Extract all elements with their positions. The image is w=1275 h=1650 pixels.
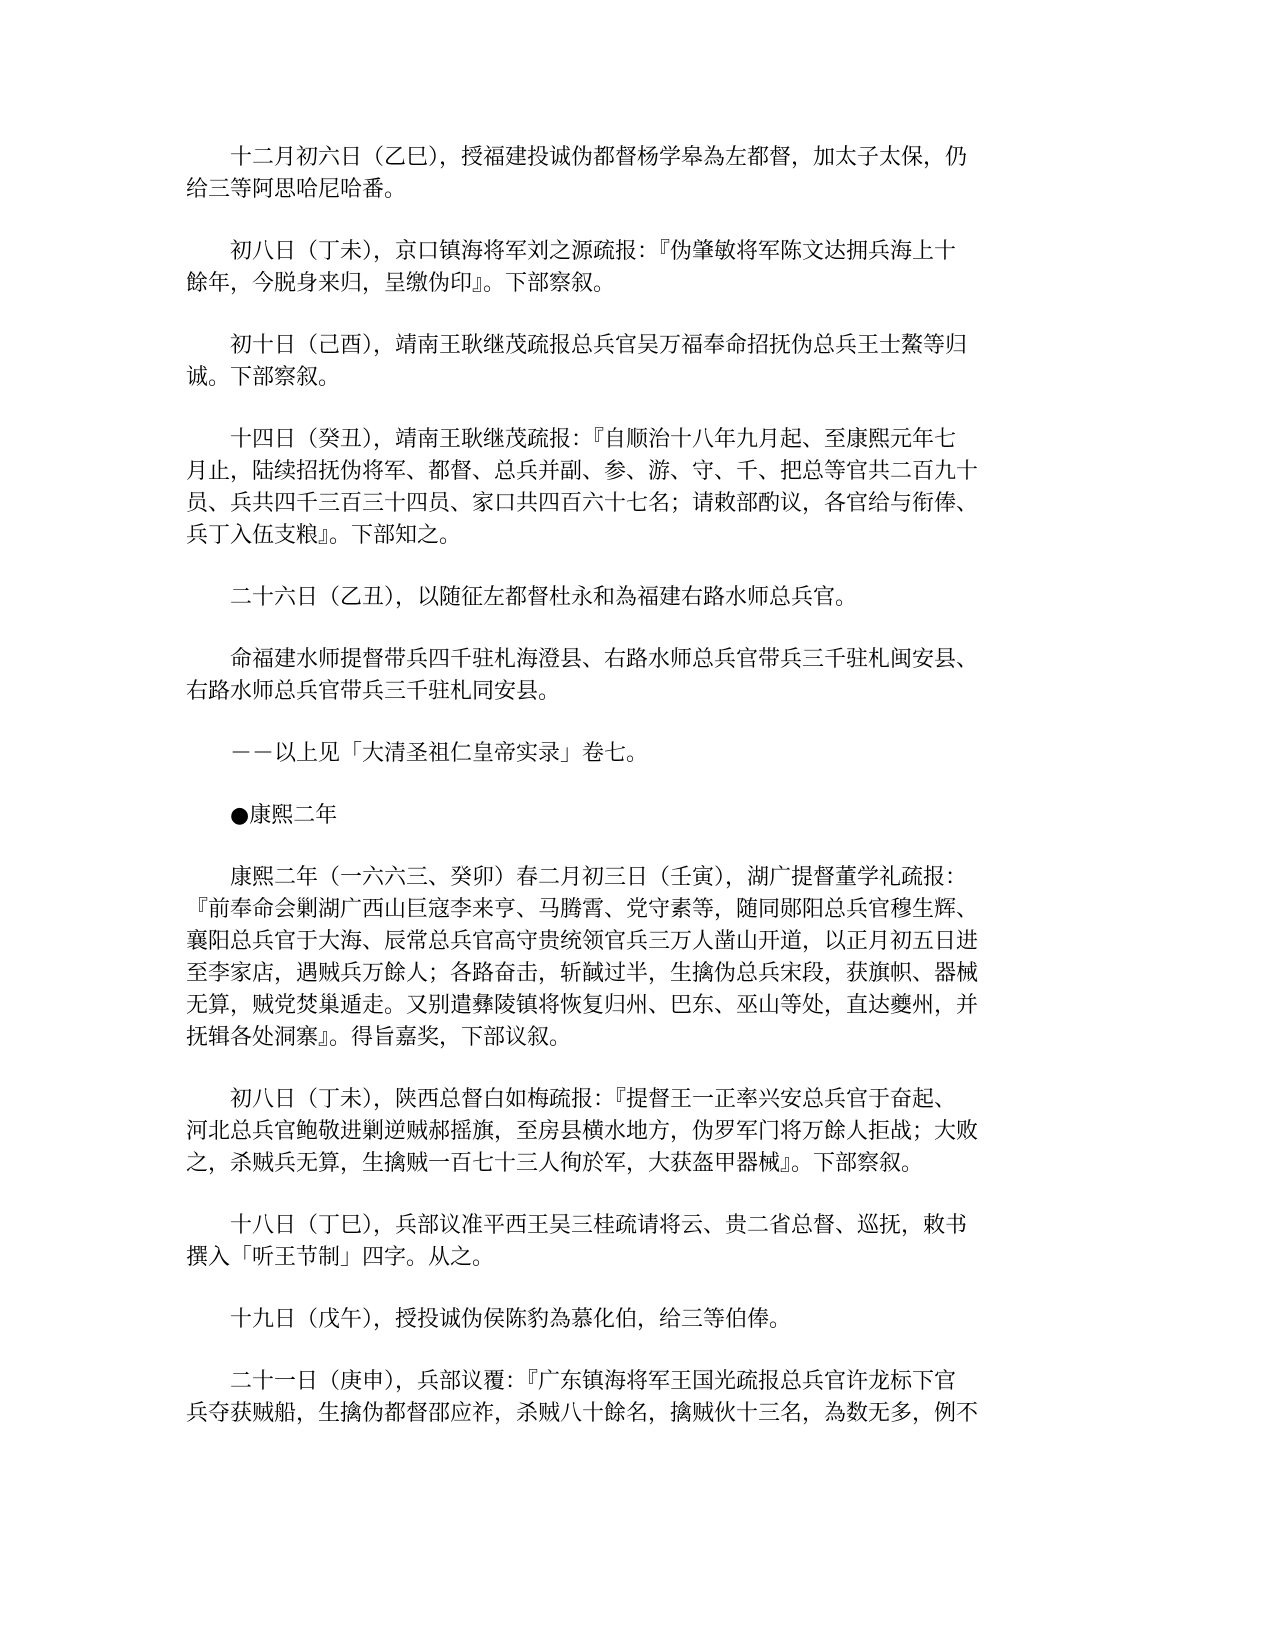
text-line: 月止，陆续招抚伪将军、都督、总兵并副、参、游、守、千、把总等官共二百九十 [186,459,979,484]
text-line: 初十日（己酉），靖南王耿继茂疏报总兵官吴万福奉命招抚伪总兵王士鰲等归 [186,333,968,358]
text-line: 兵夺获贼船，生擒伪都督邵应祚，杀贼八十餘名，擒贼伙十三名，為数无多，例不 [186,1401,979,1426]
text-line: 至李家店，遇贼兵万餘人；各路奋击，斩馘过半，生擒伪总兵宋段，获旗帜、器械 [186,961,979,986]
text-line: 十九日（戊午），授投诚伪侯陈豹為慕化伯，给三等伯俸。 [186,1307,792,1332]
paragraph [186,1366,1086,1430]
section-heading [186,800,1086,832]
paragraph [186,1304,1086,1336]
text-line: ●康熙二年 [186,803,338,828]
text-line: 十四日（癸丑），靖南王耿继茂疏报：『自顺治十八年九月起、至康熙元年七 [186,427,957,452]
text-line: 『前奉命会剿湖广西山巨寇李来亨、马腾霄、党守素等，随同郧阳总兵官穆生辉、 [186,897,979,922]
text-line: 十二月初六日（乙巳），授福建投诚伪都督杨学皋為左都督，加太子太保，仍 [186,145,968,170]
text-line: 无算，贼党焚巢遁走。又别遣彝陵镇将恢复归州、巴东、巫山等处，直达夔州，并 [186,993,979,1018]
text-line: 康熙二年（一六六三、癸卯）春二月初三日（壬寅），湖广提督董学礼疏报： [186,865,968,890]
paragraph [186,330,1086,394]
text-line: －－以上见「大清圣祖仁皇帝实录」卷七。 [186,741,649,766]
text-line: 二十六日（乙丑），以随征左都督杜永和為福建右路水师总兵官。 [186,585,858,610]
text-line: 命福建水师提督带兵四千驻札海澄县、右路水师总兵官带兵三千驻札闽安县、 [186,647,979,672]
text-line: 二十一日（庚申），兵部议覆：『广东镇海将军王国光疏报总兵官许龙标下官 [186,1369,957,1394]
text-line: 初八日（丁未），京口镇海将军刘之源疏报：『伪肇敏将军陈文达拥兵海上十 [186,239,957,264]
text-line: 襄阳总兵官于大海、辰常总兵官高守贵统领官兵三万人凿山开道，以正月初五日进 [186,929,979,954]
paragraph [186,1210,1086,1274]
text-line: 兵丁入伍支粮』。下部知之。 [186,523,462,548]
text-line: 河北总兵官鲍敬进剿逆贼郝摇旗，至房县横水地方，伪罗军门将万餘人拒战；大败 [186,1119,979,1144]
text-line: 初八日（丁未），陕西总督白如梅疏报：『提督王一正率兴安总兵官于奋起、 [186,1087,957,1112]
paragraph [186,738,1086,770]
text-line: 撰入「听王节制」四字。从之。 [186,1245,495,1270]
text-line: 之，杀贼兵无算，生擒贼一百七十三人徇於军，大获盔甲器械』。下部察叙。 [186,1151,924,1176]
text-line: 右路水师总兵官带兵三千驻札同安县。 [186,679,561,704]
paragraph [186,236,1086,300]
paragraph [186,142,1086,206]
paragraph [186,582,1086,614]
text-line: 诚。下部察叙。 [186,365,341,390]
paragraph [186,424,1086,552]
text-line: 餘年，今脱身来归，呈缴伪印』。下部察叙。 [186,271,616,296]
text-line: 员、兵共四千三百三十四员、家口共四百六十七名；请敕部酌议，各官给与衔俸、 [186,491,979,516]
text-line: 十八日（丁巳），兵部议准平西王吴三桂疏请将云、贵二省总督、巡抚，敕书 [186,1213,968,1238]
paragraph [186,1084,1086,1180]
text-line: 给三等阿思哈尼哈番。 [186,177,407,202]
paragraph [186,862,1086,1054]
text-line: 抚辑各处洞寨』。得旨嘉奖，下部议叙。 [186,1025,572,1050]
paragraph [186,644,1086,708]
